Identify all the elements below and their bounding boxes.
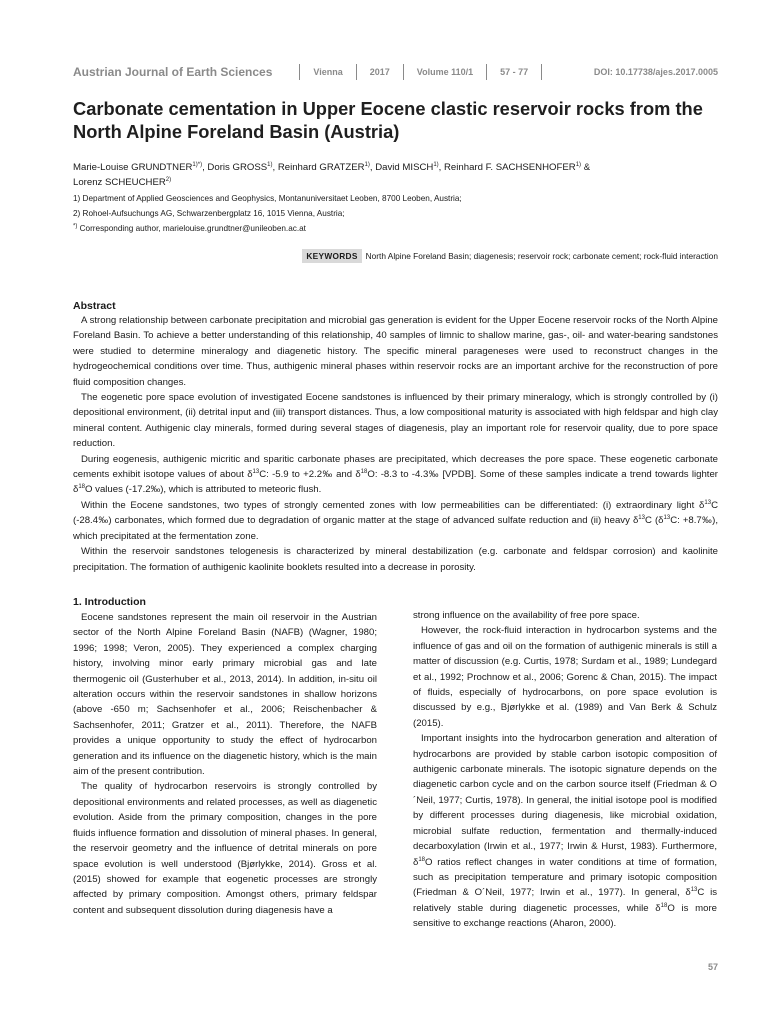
page-number: 57 (707, 962, 718, 972)
author-name: Marie-Louise GRUNDTNER (73, 162, 193, 173)
text-run: Within the Eocene sandstones, two types of strongly cemented zones with low permeabilities can be differentiated: (i) extraordinary light δ (81, 499, 705, 511)
author-sup: 1) (267, 161, 273, 168)
text-run: O ratios reflect changes in water conditions at time of formation, such as precipitation temperature and primary isotopic composition (Friedman & O´Neil, 1977; Irwin et al., 1977). In general, δ (413, 856, 717, 899)
isotope-sup: 13 (690, 887, 698, 894)
header-divider (356, 64, 357, 80)
author-name: , Doris GROSS (202, 162, 268, 173)
author-sup: 1) (433, 161, 439, 168)
author-sup: 1) (575, 161, 582, 168)
abstract-paragraph: The eogenetic pore space evolution of investigated Eocene sandstones is influenced by their primary mineralogy, which is strongly controlled by (i) depositional environment, (ii) detrital input and (iii) transport distances. Thus, a low compositional maturity is associated with high feldspar and high clay mineral content. Authigenic clay minerals, formed during several stages of diagenesis, play an important role for reservoir quality, due to pore space reduction. (73, 392, 718, 450)
affiliation-1: 1) Department of Applied Geosciences and Geophysics, Montanuniversitaet Leoben, 8700 Leoben, Austria; (73, 194, 462, 203)
text-run: O is more sensitive to exchange reactions (Aharon, 2000). (413, 902, 717, 930)
abstract-paragraph (73, 452, 718, 498)
isotope-sup: 13 (638, 515, 645, 522)
isotope-sup: 18 (660, 902, 668, 909)
header-divider (541, 64, 542, 80)
isotope-sup: 18 (360, 468, 368, 475)
abstract-paragraph: A strong relationship between carbonate precipitation and microbial gas generation is evident for the Upper Eocene reservoir rocks of the North Alpine Foreland Basin. To achieve a better understanding of this relationship, 40 samples of limnic to shallow marine, gas-, oil- and water-bearing sandstones were studied to determine mineralogy and diagenetic history. The specific mineral parageneses were used to reconstruct changes in the hydrogeochemical conditions over time. Thus, authigenic mineral phases within reservoir rocks are an important archive for the reconstruction of pore fluid composition changes. (73, 315, 718, 388)
author-sup: 1)*) (192, 161, 203, 168)
running-header (73, 64, 718, 80)
abstract-section (73, 299, 718, 575)
text-run: C (δ (644, 515, 664, 527)
header-divider (403, 64, 404, 80)
author-name: , David MISCH (369, 162, 434, 173)
text-run: C is relatively stable during diagenetic processes, while δ (413, 887, 717, 914)
isotope-sup: 13 (252, 468, 260, 475)
abstract-paragraph: Within the reservoir sandstones telogenesis is characterized by mineral destabilization (e.g. carbonate and feldspar corrosion) and kaolinite precipitation. The formation of authigenic kaolinite booklets resulted into a decrease in porosity. (73, 546, 718, 573)
section-heading-introduction: 1. Introduction (73, 596, 146, 608)
header-volume: Volume 110/1 (416, 67, 474, 77)
abstract-paragraph (73, 498, 718, 544)
text-run: C: +8.7‰), which precipitated at the fermentation zone. (73, 515, 719, 542)
body-paragraph: However, the rock-fluid interaction in hydrocarbon systems and the influence of gas and oil on the formation of authigenic minerals is still a matter of discussion (e.g. Curtis, 1978; Surdam et al., 1989; Lundegard et al., 1992; Prochnow et al., 2006; Gorenc & Chan, 2015). The impact of fluids, especially of hydrocarbons, on pore space evolution is discussed by e.g., Bjørlykke et al. (1989) and Van Berk & Schulz (2015). (413, 625, 717, 729)
text-run: C: -5.9 to +2.2‰ and δ (259, 469, 361, 481)
keywords-label: KEYWORDS (302, 249, 361, 263)
header-divider (299, 64, 300, 80)
keywords-text: North Alpine Foreland Basin; diagenesis; reservoir rock; carbonate cement; rock-fluid interaction (365, 251, 718, 261)
body-paragraph: The quality of hydrocarbon reservoirs is strongly controlled by depositional environments and related processes, as well as diagenetic evolution. Aside from the primary composition, changes in the pore fluids influence formation and dissolution of mineral phases. In general, the reservoir geometry and the influence of detrital minerals on pore space evolution is well understood (Bjørlykke, 2014). Gross et al. (2015) showed for example that eogenetic processes are strongly affected by primary composition. Amongst others, primary feldspar content and subsequent dissolution during diagenesis have a (73, 781, 377, 916)
author-and: & (581, 162, 591, 173)
corr-text[interactable]: Corresponding author, marielouise.grundtner@unileoben.ac.at (77, 224, 306, 233)
text-run: Important insights into the hydrocarbon generation and alteration of hydrocarbons are provided by stable carbon isotopic composition of authigenic carbonate minerals. The isotopic signature depends on the diagenetic carbon cycle and on the carbon source itself (Friedman & O´Neil, 1977; Curtis, 1978). In general, the initial isotope pool is modified by different processes during diagenesis, like microbial oxidation, microbial sulfate reduction, fermentation and thermally-induced decarboxylation (Irwin et al., 1977; Irwin & Hurst, 1983). Furthermore, δ (413, 733, 717, 868)
author-name: Lorenz SCHEUCHER (73, 177, 166, 188)
isotope-sup: 18 (78, 484, 86, 491)
author-list (73, 160, 723, 190)
author-name: , Reinhard F. SACHSENHOFER (438, 162, 576, 173)
author-sup: 1) (364, 161, 370, 168)
author-sup: 2) (165, 176, 172, 183)
body-paragraph: Eocene sandstones represent the main oil reservoir in the Austrian sector of the North Alpine Foreland Basin (NAFB) (Wagner, 1980; 1996; 1998; Veron, 2005). They experienced a complex charging history, involving minor early primary microbial gas and late thermogenic oil (Gusterhuber et al., 2013, 2014). In addition, in-situ oil alteration occurs within the reservoir sandstones in shallow horizons (above -650 m; Sachsenhofer et al., 2006; Reischenbacher & Sachsenhofer, 2011; Gratzer et al., 2011). Therefore, the NAFB provides a unique opportunity to study the effect of hydrocarbon generation and its influence on the diagenetic history, which is the main aim of the present contribution. (73, 612, 377, 778)
text-run: During eogenesis, authigenic micritic and sparitic carbonate phases are precipitated, which decreases the pore space. These eogenetic carbonate cements exhibit isotope values of about δ (73, 453, 718, 481)
corresponding-author (73, 223, 713, 235)
corr-sup: *) (73, 223, 78, 230)
text-run: O: -8.3 to -4.3‰ [VPDB]. Some of these samples indicate a trend towards lighter δ (73, 469, 718, 496)
left-column (73, 595, 377, 918)
keywords-row (302, 251, 718, 261)
body-paragraph (413, 731, 717, 931)
header-divider (486, 64, 487, 80)
isotope-sup: 18 (418, 856, 426, 863)
author-name: , Reinhard GRATZER (272, 162, 365, 173)
header-doi[interactable]: DOI: 10.17738/ajes.2017.0005 (593, 67, 718, 77)
isotope-sup: 13 (663, 515, 671, 522)
text-run: O values (-17.2‰), which is attributed to meteoric flush. (85, 484, 322, 496)
article-title: Carbonate cementation in Upper Eocene clastic reservoir rocks from the North Alpine Foreland Basin (Austria) (73, 98, 703, 142)
header-city: Vienna (313, 67, 343, 77)
header-year: 2017 (369, 67, 390, 77)
isotope-sup: 13 (704, 499, 712, 506)
right-column (413, 608, 717, 932)
affiliation-2: 2) Rohoel-Aufsuchungs AG, Schwarzenbergplatz 16, 1015 Vienna, Austria; (73, 209, 345, 218)
header-pages: 57 - 77 (500, 67, 529, 77)
text-run: C (-28.4‰) carbonates, which formed due to degradation of organic matter at the stage of advanced sulfate reduction and (ii) heavy δ (73, 499, 718, 527)
journal-name: Austrian Journal of Earth Sciences (73, 65, 273, 79)
body-paragraph: strong influence on the availability of free pore space. (413, 610, 640, 621)
abstract-heading: Abstract (73, 300, 116, 312)
